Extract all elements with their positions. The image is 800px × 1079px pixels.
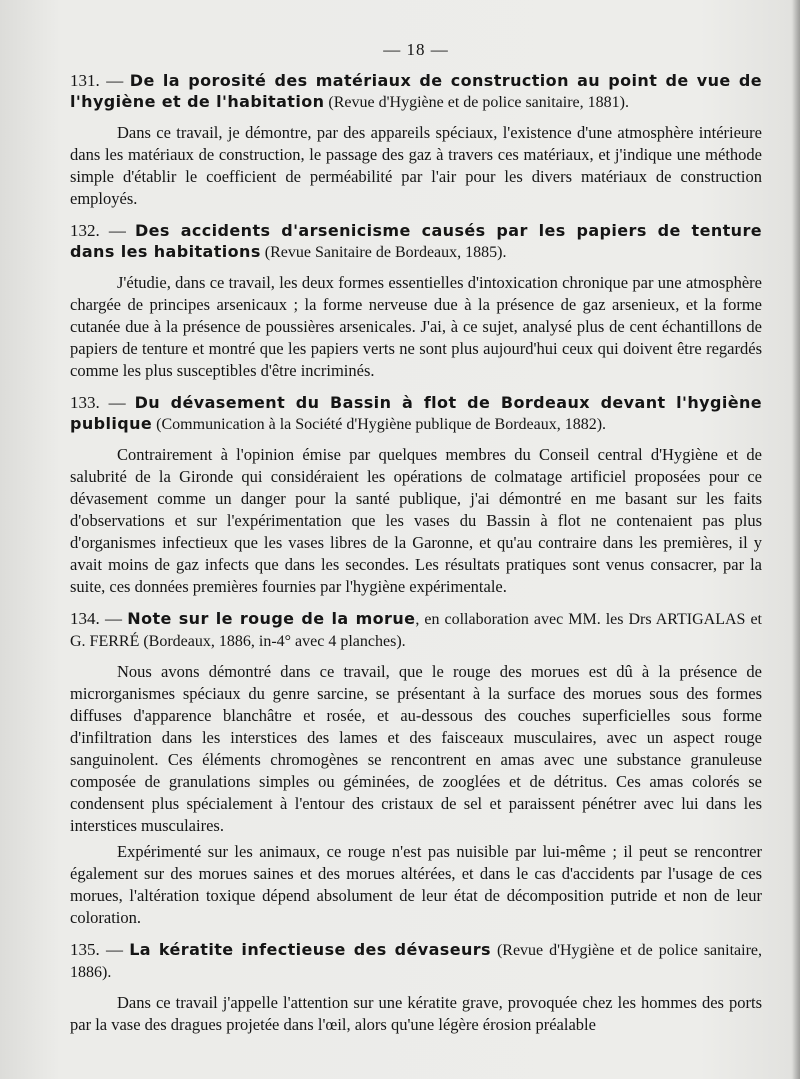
page-number: — 18 — [383,40,449,59]
entry-paragraph: Dans ce travail, je démontre, par des appareils spéciaux, l'existence d'une atmosphère intérieure dans les matériaux de construction, le passage des gaz à travers ces matériaux, et j'indique une méthode simple d'établir le coefficient de perméabilité par l'air pour les divers matériaux de construction employés. [70,123,762,208]
entry-133 [70,392,762,598]
entry-paragraph: Contrairement à l'opinion émise par quelques membres du Conseil central d'Hygiène et de salubrité de la Gironde qui considéraient les opérations de colmatage artificiel proposées pour ce dévasement comme un danger pour la santé publique, j'ai démontré en me basant sur les faits d'observations et sur l'expérimentation que les vases du Bassin à flot ne contenaient pas plus d'organismes infectieux que les vases libres de la Garonne, et qu'au contraire dans les premières, il y avait moins de gaz infects que dans les secondes. Les résultats pratiques sont venus consacrer, par la suite, ces données premières fournies par l'hygiène expérimentale. [70,445,762,596]
entry-paragraph: J'étudie, dans ce travail, les deux formes essentielles d'intoxication chronique par une atmosphère chargée de principes arsenicaux ; la forme nerveuse due à la présence de gaz arsenieux, et la forme cutanée due à la présence de poussières arsenicales. J'ai, à ce sujet, analysé plus de cent échantillons de papiers de tenture et montré que les papiers verts ne sont plus aujourd'hui ceux qui doivent être regardés comme les plus susceptibles d'être incriminés. [70,273,762,380]
entry-number: 131. — [70,71,130,90]
entry-135 [70,939,762,1036]
entry-source: (Revue Sanitaire de Bordeaux, 1885). [260,244,507,261]
entry-source: (Revue d'Hygiène et de police sanitaire, 1881). [324,94,629,111]
entry-heading [70,392,762,435]
entry-132 [70,220,762,382]
entry-heading [70,70,762,113]
entry-paragraph: Dans ce travail j'appelle l'attention sur une kératite grave, provoquée chez les hommes des ports par la vase des dragues projetée dans l'œil, alors qu'une légère érosion préalable [70,993,762,1034]
entry-number: 135. — [70,940,130,959]
entry-heading [70,220,762,263]
entry-131 [70,70,762,210]
entry-heading [70,939,762,983]
entry-source: (Revue d'Hygiène et de police sanitaire, 1886). [70,942,763,981]
entry-heading [70,608,762,652]
entry-source: , en collaboration avec MM. les Drs ARTIGALAS et G. FERRÉ (Bordeaux, 1886, in-4° avec 4 planches). [70,611,762,650]
page-edge-shadow [792,0,800,1079]
entry-title: Du dévasement du Bassin à flot de Bordeaux devant l'hygiène publique [70,393,763,433]
entry-number: 133. — [70,393,135,412]
entry-source: (Communication à la Société d'Hygiène publique de Bordeaux, 1882). [152,416,607,433]
entry-title: De la porosité des matériaux de construction au point de vue de l'hygiène et de l'habitation [70,71,763,111]
entry-paragraph: Nous avons démontré dans ce travail, que le rouge des morues est dû à la présence de microrganismes spéciaux du genre sarcine, se présentant à la surface des morues sous des formes diffuses d'apparence blanchâtre et rosée, et au-dessous des couches superficielles sous forme d'infiltration dans les interstices des lames et des faisceaux musculaires, avec un aspect rouge sanguinolent. Ces éléments chromogènes se rencontrent en amas avec une substance granuleuse composée de granulations simples ou géminées, de zooglées et de détritus. Ces amas colorés se condensent plus spécialement à l'entour des cristaux de sel et paraissent pénétrer avec lui dans les interstices musculaires. [70,662,762,835]
entry-paragraph: Expérimenté sur les animaux, ce rouge n'est pas nuisible par lui-même ; il peut se rencontrer également sur des morues saines et des morues altérées, et dans le cas d'accidents par l'usage de ces morues, l'altération toxique dépend absolument de leur état de décomposition putride et non de leur coloration. [70,842,762,927]
entry-title: Des accidents d'arsenicisme causés par les papiers de tenture dans les habitations [70,221,763,261]
entry-134 [70,608,762,929]
entry-number: 134. — [70,609,128,628]
entry-title: Note sur le rouge de la morue [127,609,416,628]
entry-title: La kératite infectieuse des dévaseurs [129,940,491,959]
entry-number: 132. — [70,221,135,240]
